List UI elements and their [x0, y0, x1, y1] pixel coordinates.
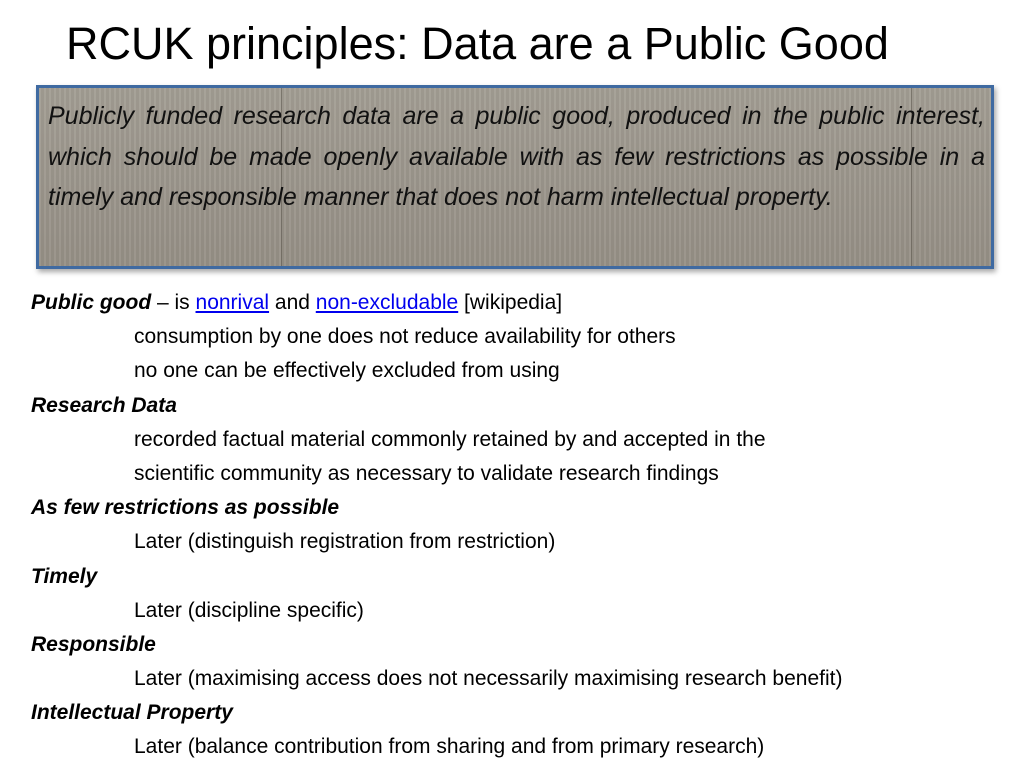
term-timely: Timely — [31, 564, 98, 588]
definitions-list — [31, 286, 1016, 765]
definition-detail: Later (discipline specific) — [134, 598, 364, 622]
slide-title: RCUK principles: Data are a Public Good — [66, 18, 889, 69]
public-good-heading — [31, 286, 1016, 320]
quote-text: Publicly funded research data are a public good, produced in the public interest, which should be made openly available with as few restrictions as possible in a timely and responsible manner that does not harm intellectual property. — [48, 102, 985, 211]
nonrival-link[interactable]: nonrival — [195, 291, 270, 314]
quote-box — [36, 85, 994, 269]
term-public-good: Public good — [31, 291, 152, 314]
definition-detail: recorded factual material commonly retained by and accepted in the — [134, 427, 766, 451]
definition-detail: Later (distinguish registration from restriction) — [134, 530, 556, 554]
term-responsible: Responsible — [31, 632, 156, 656]
definition-detail: Later (balance contribution from sharing and from primary research) — [134, 735, 765, 759]
definition-detail: Later (maximising access does not necessarily maximising research benefit) — [134, 667, 843, 691]
definition-detail: scientific community as necessary to validate research findings — [134, 461, 719, 485]
source-note: [wikipedia] — [458, 291, 563, 314]
definition-detail: no one can be effectively excluded from using — [134, 359, 560, 383]
non-excludable-link[interactable]: non-excludable — [315, 291, 459, 314]
definition-detail: consumption by one does not reduce availability for others — [134, 325, 676, 349]
connector-text: – is — [151, 291, 196, 314]
term-research-data: Research Data — [31, 393, 177, 417]
term-few-restrictions: As few restrictions as possible — [31, 496, 340, 520]
term-intellectual-property: Intellectual Property — [31, 701, 233, 725]
connector-text: and — [269, 291, 316, 314]
